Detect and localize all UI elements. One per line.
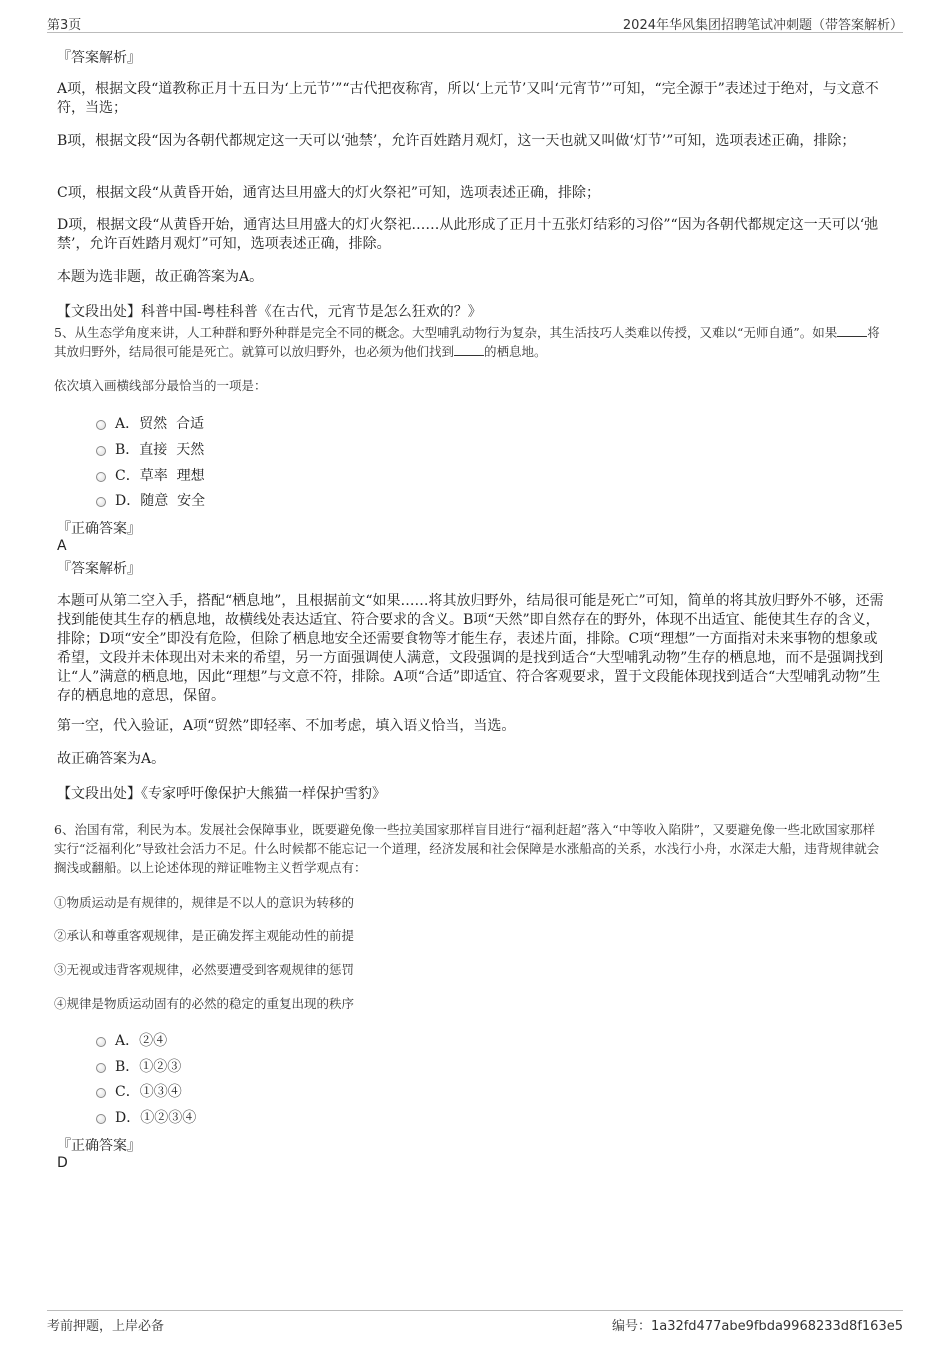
analysis-option-a: A项，根据文段“道教称正月十五日为‘上元节’”“古代把夜称宵，所以‘上元节’又叫‘元宵节’”可知，“完全源于”表述过于绝对，与文意不符，当选； — [57, 81, 879, 116]
document-title: 2024年华风集团招聘笔试冲刺题（带答案解析） — [622, 18, 903, 33]
analysis-heading: 『答案解析』 — [57, 561, 141, 577]
statement-1: ①物质运动是有规律的，规律是不以人的意识为转移的 — [54, 895, 355, 910]
statement-2: ②承认和尊重客观规律，是正确发挥主观能动性的前提 — [54, 928, 355, 943]
statement-3: ③无视或违背客观规律，必然要遭受到客观规律的惩罚 — [54, 962, 355, 977]
question-stem: 5、从生态学角度来讲，人工种群和野外种群是完全不同的概念。大型哺乳动物行为复杂，其生活技巧人类难以传授，又难以“无师自通”。如果 将其放归野外，结局很可能是死亡。就算可以放归野外，也必须为他们找到 的栖息地。 — [54, 325, 880, 359]
option-a[interactable]: A．②④ — [96, 1030, 167, 1050]
radio-icon[interactable] — [96, 1063, 106, 1073]
analysis-first-blank: 第一空，代入验证，A项“贸然”即轻率、不加考虑，填入语义恰当，当选。 — [57, 718, 516, 734]
page-header — [47, 12, 903, 33]
radio-icon[interactable] — [96, 472, 106, 482]
option-c[interactable]: C．①③④ — [96, 1081, 182, 1101]
analysis-conclusion: 故正确答案为A。 — [57, 751, 166, 767]
correct-answer: A — [57, 538, 67, 554]
radio-icon[interactable] — [96, 446, 106, 456]
radio-icon[interactable] — [96, 1114, 106, 1124]
analysis-conclusion: 本题为选非题，故正确答案为A。 — [57, 269, 264, 285]
analysis-option-b: B项，根据文段“因为各朝代都规定这一天可以‘弛禁’，允许百姓踏月观灯，这一天也就又叫做‘灯节’”可知，选项表述正确，排除； — [57, 133, 856, 149]
source-note: 【文段出处】《专家呼吁像保护大熊猫一样保护雪豹》 — [57, 786, 386, 802]
radio-icon[interactable] — [96, 420, 106, 430]
source-note: 【文段出处】科普中国-粤桂科普《在古代，元宵节是怎么狂欢的？》 — [57, 304, 482, 320]
option-d[interactable]: D．随意 安全 — [96, 490, 205, 510]
option-b[interactable]: B．①②③ — [96, 1056, 181, 1076]
statement-4: ④规律是物质运动固有的必然的稳定的重复出现的秩序 — [54, 996, 355, 1011]
question-stem: 6、治国有常，利民为本。发展社会保障事业，既要避免像一些拉美国家那样盲目进行“福利赶超”落入“中等收入陷阱”，又要避免像一些北欧国家那样实行“泛福利化”导致社会活力不足。什么时候都不能忘记一个道理，经济发展和社会保障是水涨船高的关系，水浅行小舟，水深走大船，违背规律就会搁浅或翻船。以上论述体现的辩证唯物主义哲学观点有： — [54, 822, 880, 875]
footer-motto: 考前押题，上岸必备 — [47, 1319, 165, 1334]
option-c[interactable]: C．草率 理想 — [96, 465, 205, 485]
document-code: 编号：1a32fd477abe9fbda9968233d8f163e5 — [611, 1319, 903, 1334]
analysis-option-d: D项，根据文段“从黄昏开始，通宵达旦用盛大的灯火祭祀……从此形成了正月十五张灯结彩的习俗”“因为各朝代都规定这一天可以‘弛禁’，允许百姓踏月观灯”可知，选项表述正确，排除。 — [57, 217, 879, 252]
option-b[interactable]: B．直接 天然 — [96, 439, 204, 459]
correct-answer: D — [57, 1155, 68, 1171]
fill-blank — [454, 342, 484, 356]
page-footer — [47, 1310, 903, 1341]
radio-icon[interactable] — [96, 1037, 106, 1047]
page-number: 第3页 — [47, 18, 82, 33]
radio-icon[interactable] — [96, 1088, 106, 1098]
analysis-option-c: C项，根据文段“从黄昏开始，通宵达旦用盛大的灯火祭祀”可知，选项表述正确，排除； — [57, 185, 601, 201]
correct-answer-heading: 『正确答案』 — [57, 521, 141, 537]
option-a[interactable]: A．贸然 合适 — [96, 413, 204, 433]
question-prompt: 依次填入画横线部分最恰当的一项是： — [54, 378, 267, 393]
analysis-body: 本题可从第二空入手，搭配“栖息地”，且根据前文“如果……将其放归野外，结局很可能是死亡”可知，简单的将其放归野外不够，还需找到能使其生存的栖息地，故横线处表达适宜、符合要求的含义。B项“天然”即自然存在的野外，体现不出适宜、能使其生存的含义，排除；D项“安全”即没有危险，但除了栖息地安全还需要食物等才能生存，表述片面，排除。C项“理想”一方面指对未来事物的想象或希望，文段并未体现出对未来的希望，另一方面强调使人满意，文段强调的是找到适合“大型哺乳动物”生存的栖息地，而不是强调找到让“人”满意的栖息地，因此“理想”与文意不符，排除。A项“合适”即适宜、符合客观要求，置于文段能体现找到适合“大型哺乳动物”生存的栖息地的意思，保留。 — [57, 593, 884, 704]
radio-icon[interactable] — [96, 497, 106, 507]
fill-blank — [837, 323, 867, 337]
correct-answer-heading: 『正确答案』 — [57, 1138, 141, 1154]
analysis-heading: 『答案解析』 — [57, 50, 141, 66]
option-d[interactable]: D．①②③④ — [96, 1107, 196, 1127]
